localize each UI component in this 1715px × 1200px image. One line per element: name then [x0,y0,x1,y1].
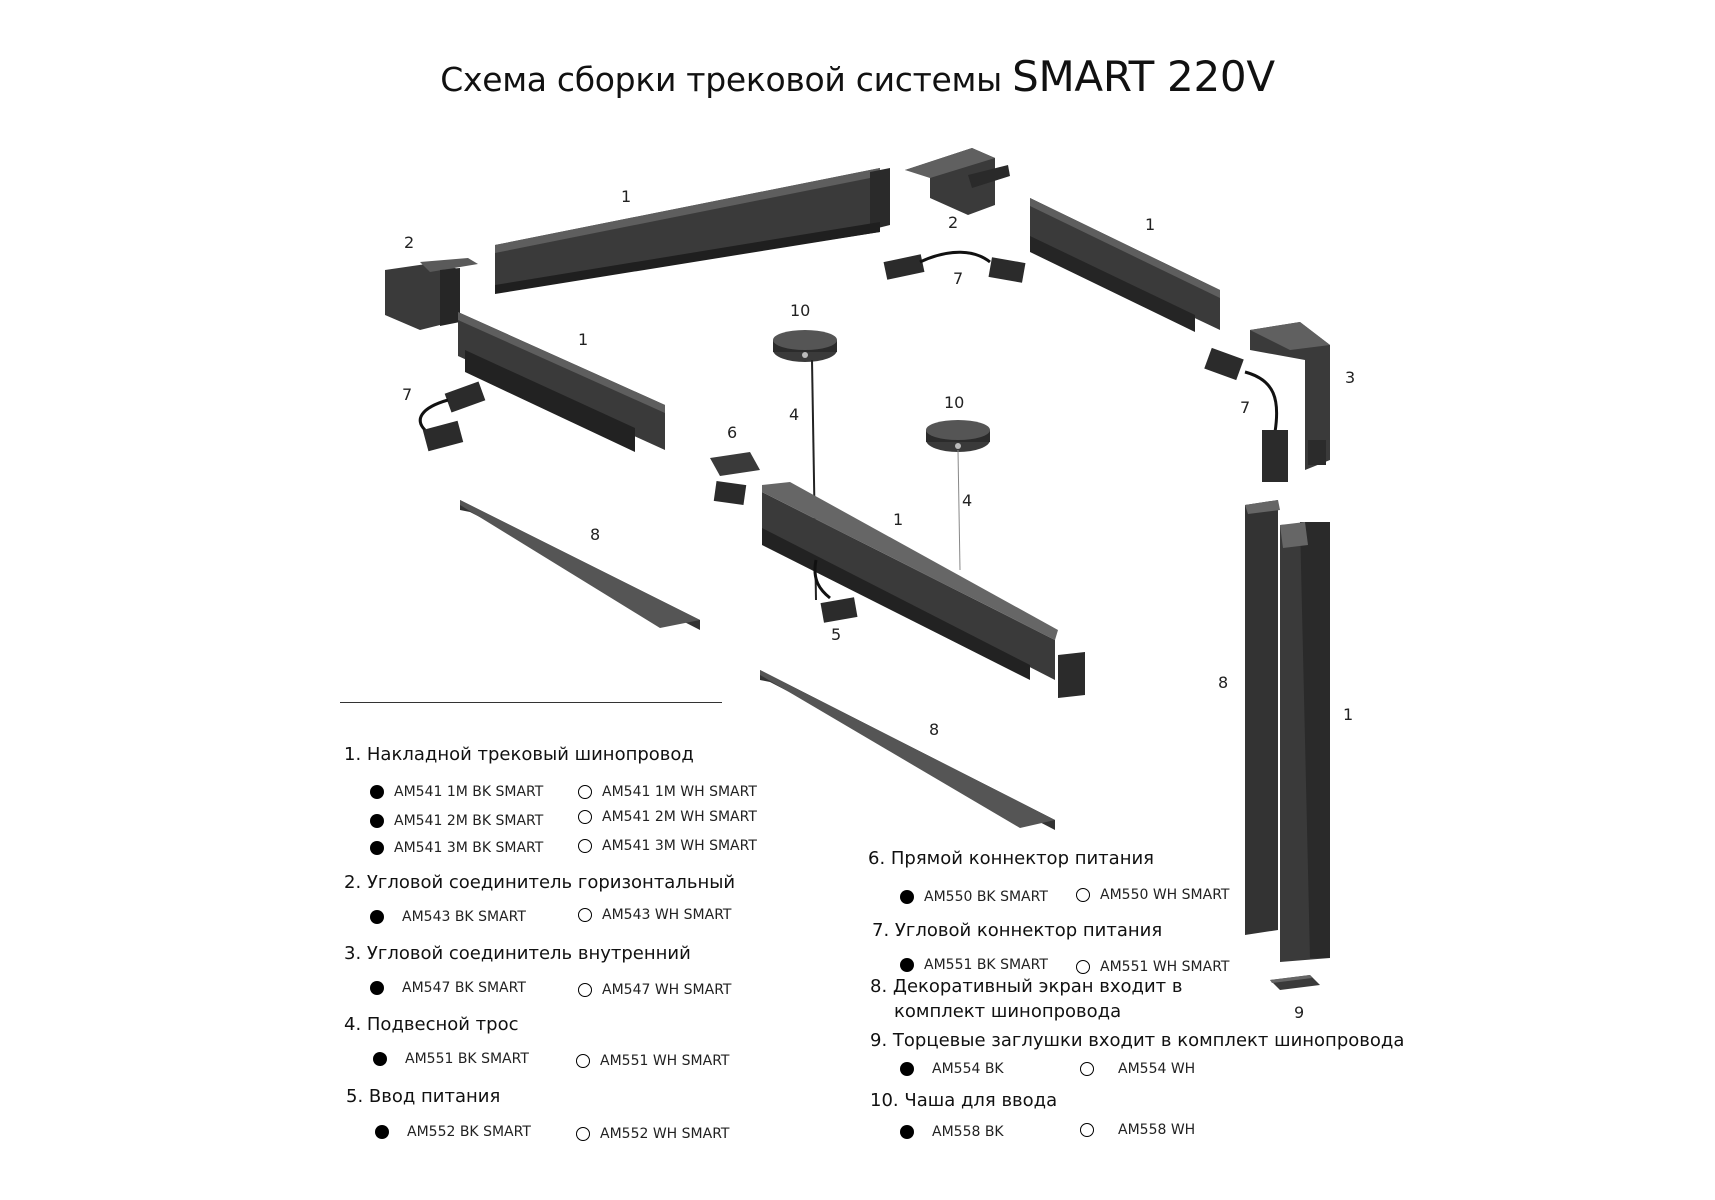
legend-option: AM541 1M WH SMART [578,784,757,800]
ceiling-cup-2 [926,420,990,452]
legend-option: AM543 BK SMART [370,909,526,925]
legend-item-8 [870,976,1183,1022]
angle-power-connector-left [420,381,485,451]
legend-item-6-title: 6. Прямой коннектор питания [868,848,1154,869]
black-dot-icon [900,890,914,904]
black-dot-icon [375,1125,389,1139]
legend-item-10 [870,1090,1057,1111]
black-dot-icon [370,814,384,828]
callout-10a: 10 [790,301,811,320]
legend-item-2-title: 2. Угловой соединитель горизонтальный [344,872,736,893]
legend-item-1-title: 1. Накладной трековый шинопровод [344,744,694,765]
white-dot-icon [576,1054,590,1068]
white-dot-icon [576,1127,590,1141]
legend-option: AM541 1M BK SMART [370,784,543,800]
black-dot-icon [900,958,914,972]
black-dot-icon [900,1125,914,1139]
end-cap [1270,975,1320,990]
legend-item-1 [344,744,694,765]
decor-screen-left [460,500,700,630]
corner-connector-top [905,148,1010,215]
legend-item-9-title: 9. Торцевые заглушки входит в комплект шинопровода [870,1030,1405,1051]
decor-screen-bottom [760,670,1055,830]
white-dot-icon [578,839,592,853]
track-top-right [1030,198,1220,332]
black-dot-icon [370,841,384,855]
callout-7a: 7 [402,385,413,404]
white-dot-icon [1080,1062,1094,1076]
callout-2b: 2 [948,213,959,232]
callout-1d: 1 [893,510,904,529]
track-vertical [1280,522,1330,962]
white-dot-icon [1076,888,1090,902]
white-dot-icon [578,908,592,922]
legend-item-9 [870,1030,1404,1051]
legend-option: AM551 BK SMART [373,1051,529,1067]
black-dot-icon [370,981,384,995]
straight-power-connector [710,452,760,505]
title-main: Схема сборки трековой системы [440,60,1002,99]
callout-7b: 7 [953,269,964,288]
legend-option: AM547 BK SMART [370,980,526,996]
ceiling-cup-1 [773,330,837,362]
black-dot-icon [373,1052,387,1066]
legend-item-3-title: 3. Угловой соединитель внутренний [344,943,691,964]
legend-option: AM541 2M WH SMART [578,809,757,825]
title-brand: SMART 220V [1012,52,1275,101]
legend-item-7 [872,920,1162,941]
callout-1e: 1 [1343,705,1354,724]
callout-2a: 2 [404,233,415,252]
white-dot-icon [1080,1123,1094,1137]
legend-option: AM551 WH SMART [576,1053,729,1069]
legend-option: AM543 WH SMART [578,907,731,923]
black-dot-icon [370,910,384,924]
legend-item-2 [344,872,735,893]
callout-4a: 4 [789,405,800,424]
callout-8c: 8 [1218,673,1229,692]
white-dot-icon [578,785,592,799]
legend-option: AM550 WH SMART [1076,887,1229,903]
legend-item-7-title: 7. Угловой коннектор питания [872,920,1163,941]
legend-option: AM552 WH SMART [576,1126,729,1142]
legend-item-4-title: 4. Подвесной трос [344,1014,519,1035]
callout-10b: 10 [944,393,965,412]
legend-option: AM541 2M BK SMART [370,813,543,829]
callout-3: 3 [1345,368,1356,387]
callout-4b: 4 [962,491,973,510]
legend-option: AM550 BK SMART [900,889,1048,905]
black-dot-icon [370,785,384,799]
legend-item-8-title-line1: 8. Декоративный экран входит в [870,976,1183,997]
legend-item-6 [868,848,1154,869]
callout-1c: 1 [578,330,589,349]
legend-item-10-title: 10. Чаша для ввода [870,1090,1058,1111]
callout-8a: 8 [590,525,601,544]
white-dot-icon [578,810,592,824]
legend-item-5 [346,1086,500,1107]
track-center [762,482,1085,698]
track-top-left [495,168,890,294]
white-dot-icon [578,983,592,997]
callout-1a: 1 [621,187,632,206]
callout-5: 5 [831,625,842,644]
suspension-wire-2 [958,450,960,570]
black-dot-icon [900,1062,914,1076]
legend-item-5-title: 5. Ввод питания [346,1086,501,1107]
legend-option: AM551 WH SMART [1076,959,1229,975]
callout-7c: 7 [1240,398,1251,417]
legend-item-8-title-line2: комплект шинопровода [894,1001,1122,1022]
callout-6: 6 [727,423,738,442]
legend-option: AM541 3M WH SMART [578,838,757,854]
legend-option: AM552 BK SMART [375,1124,531,1140]
legend-option: AM558 BK [900,1124,1004,1140]
legend-item-3 [344,943,691,964]
legend-option: AM558 WH [1080,1122,1195,1138]
white-dot-icon [1076,960,1090,974]
legend-option: AM554 BK [900,1061,1004,1077]
track-left [458,312,665,452]
callout-8b: 8 [929,720,940,739]
legend-option: AM547 WH SMART [578,982,731,998]
legend-option: AM554 WH [1080,1061,1195,1077]
legend-option: AM541 3M BK SMART [370,840,543,856]
legend-separator [340,702,722,703]
decor-screen-vertical [1245,500,1280,935]
callout-9: 9 [1294,1003,1305,1022]
legend-item-4 [344,1014,519,1035]
callout-1b: 1 [1145,215,1156,234]
legend-option: AM551 BK SMART [900,957,1048,973]
